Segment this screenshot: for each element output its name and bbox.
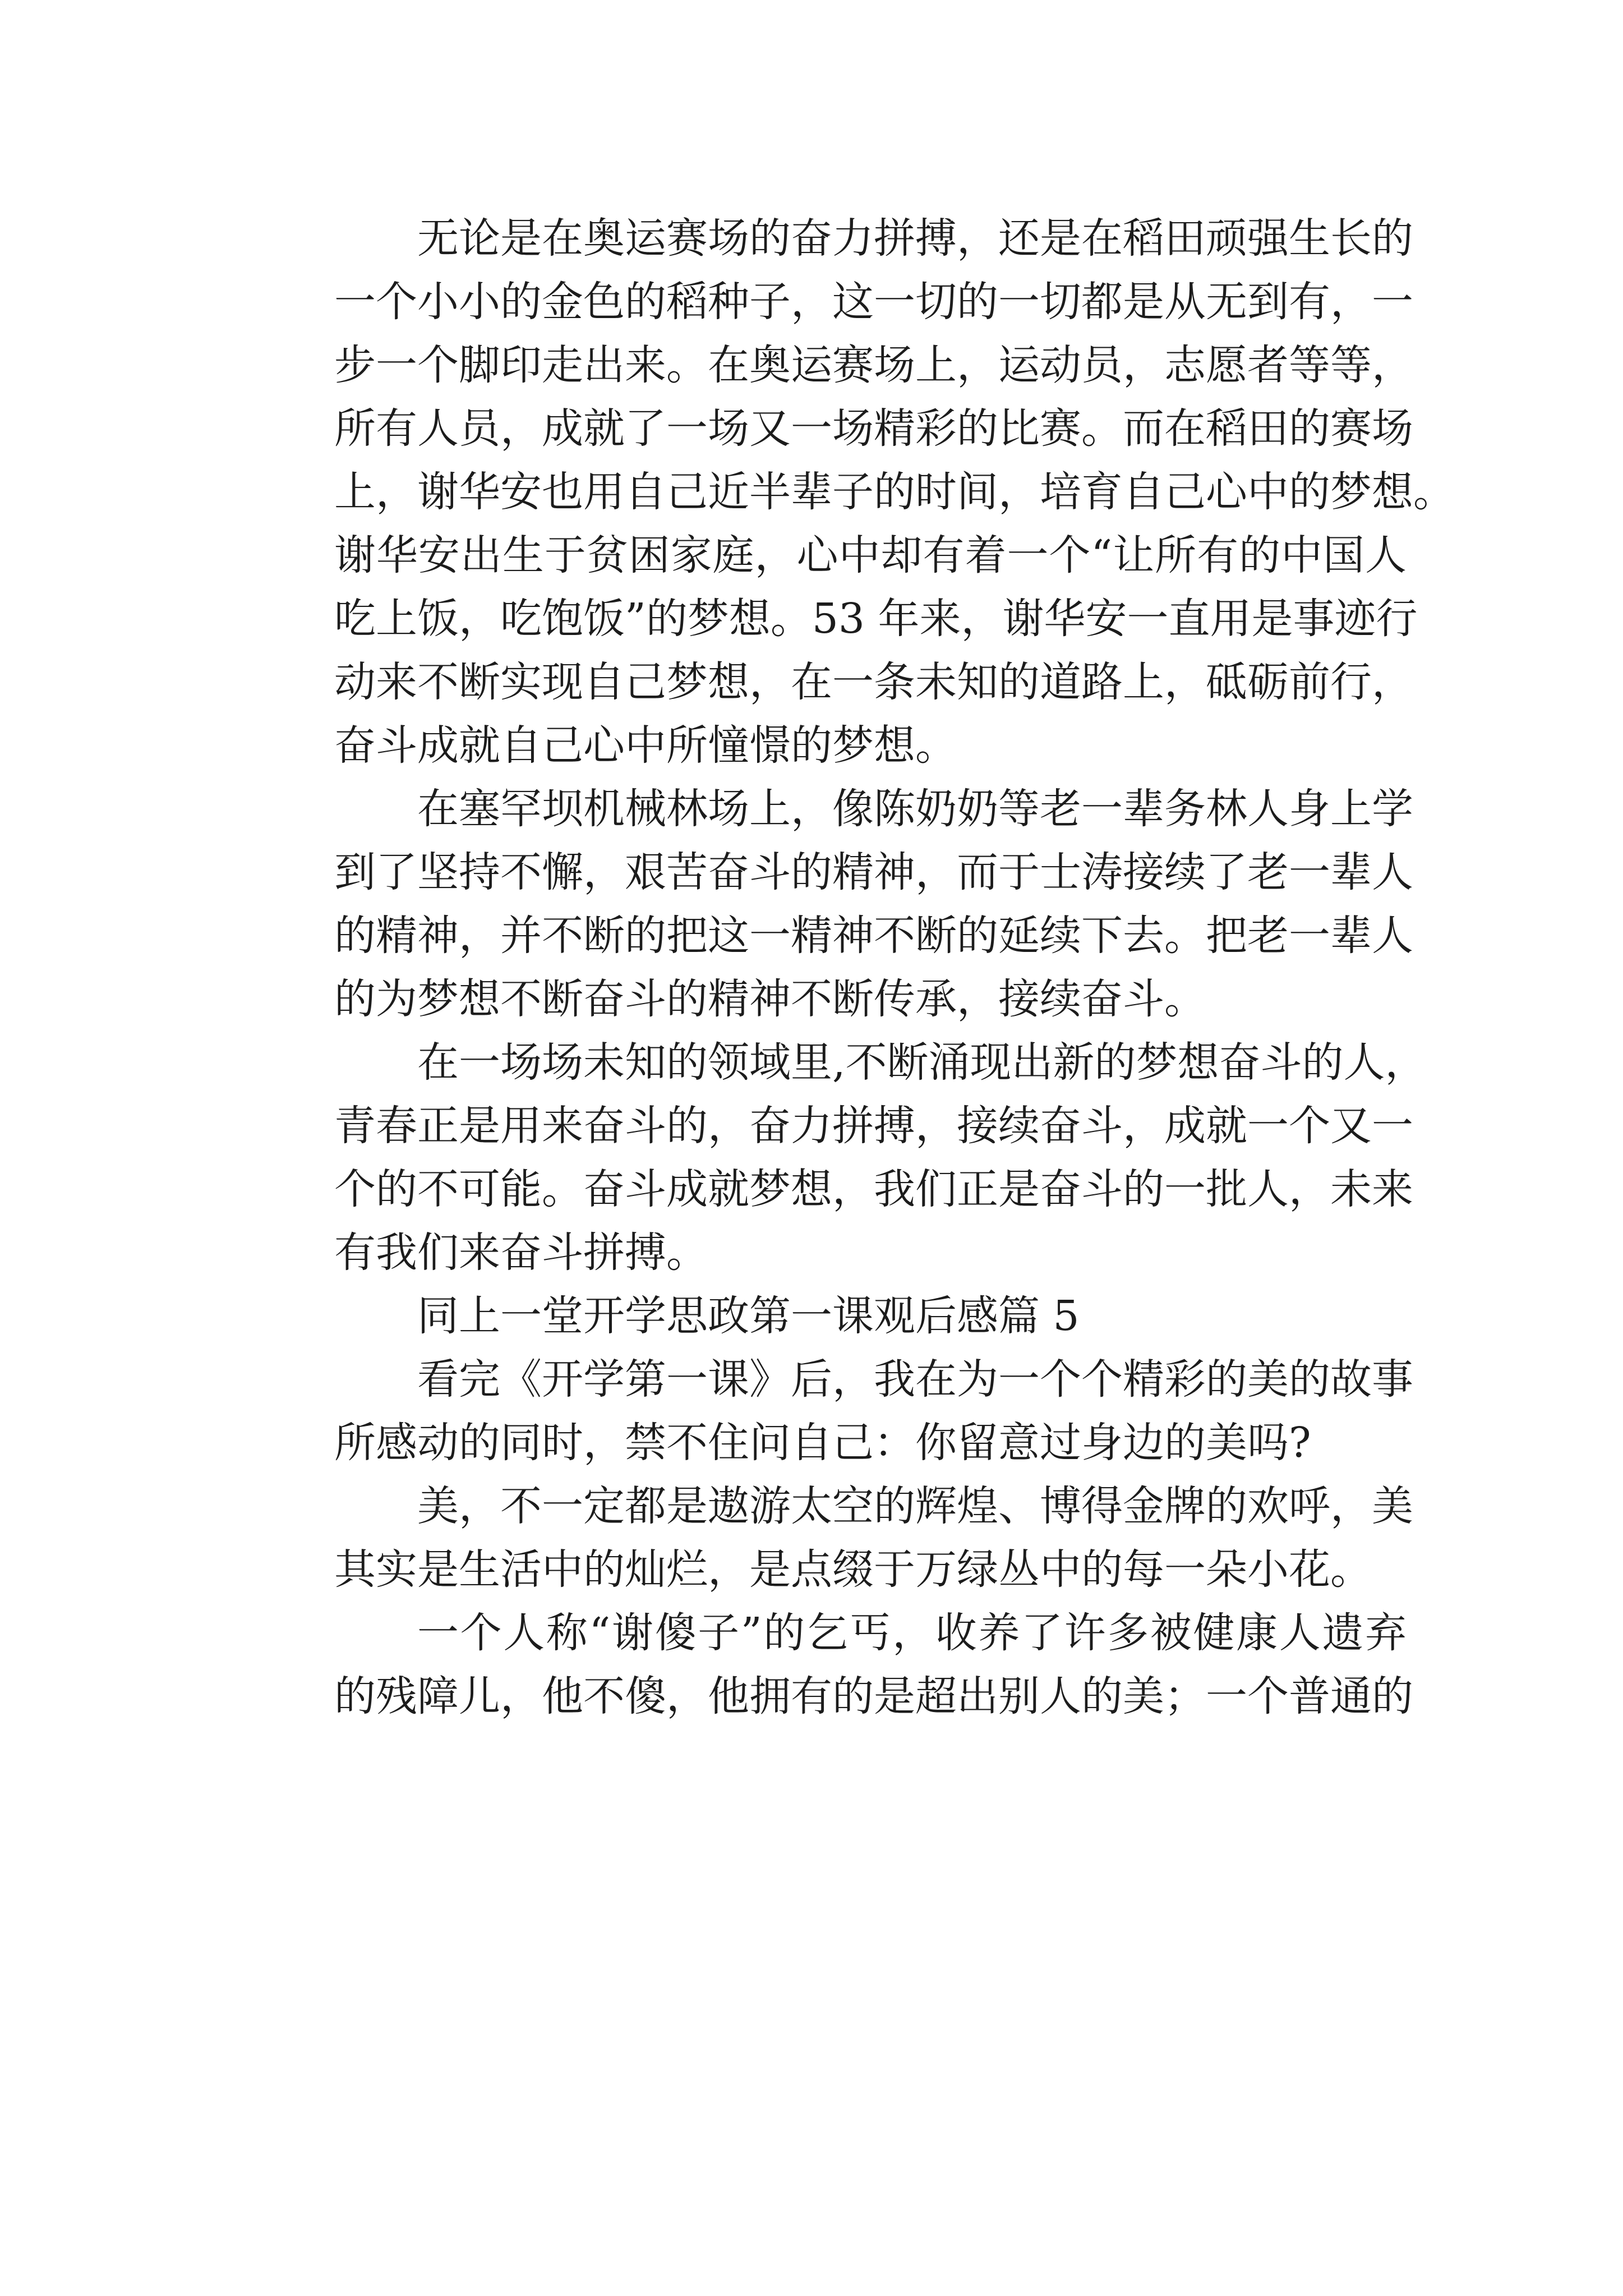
text-line: 看完《开学第一课》后，我在为一个个精彩的美的故事 xyxy=(417,1355,1413,1404)
document-body xyxy=(251,207,1455,1728)
text-line: 步一个脚印走出来。在奥运赛场上，运动员，志愿者等等， xyxy=(334,341,1413,389)
text-line: 在一场场未知的领域里,不断涌现出新的梦想奋斗的人， xyxy=(417,1038,1427,1087)
text-line: 所感动的同时，禁不住问自己：你留意过身边的美吗? xyxy=(334,1419,1311,1467)
text-line: 到了坚持不懈，艰苦奋斗的精神，而于士涛接续了老一辈人 xyxy=(334,848,1413,896)
paragraph-1 xyxy=(251,207,1455,777)
text-line: 的残障儿，他不傻，他拥有的是超出别人的美；一个普通的 xyxy=(334,1672,1413,1720)
text-line: 一个小小的金色的稻种子，这一切的一切都是从无到有，一 xyxy=(334,278,1413,326)
text-line: 上，谢华安也用自己近半辈子的时间，培育自己心中的梦想。 xyxy=(334,468,1455,516)
text-line: 的为梦想不断奋斗的精神不断传承，接续奋斗。 xyxy=(334,975,1206,1023)
text-line: 其实是生活中的灿烂，是点缀于万绿丛中的每一朵小花。 xyxy=(334,1545,1372,1594)
section-heading-text: 同上一堂开学思政第一课观后感篇 5 xyxy=(417,1292,1080,1340)
text-line: 在塞罕坝机械林场上，像陈奶奶等老一辈务林人身上学 xyxy=(417,785,1413,833)
text-line: 青春正是用来奋斗的，奋力拼搏，接续奋斗，成就一个又一 xyxy=(334,1102,1413,1150)
section-heading xyxy=(251,1285,1407,1348)
paragraph-6 xyxy=(251,1475,1413,1602)
text-line: 一个人称“谢傻子”的乞丐，收养了许多被健康人遗弃 xyxy=(417,1609,1407,1657)
text-line: 奋斗成就自己心中所憧憬的梦想。 xyxy=(334,721,957,770)
text-line: 吃上饭，吃饱饭”的梦想。53 年来，谢华安一直用是事迹行 xyxy=(334,595,1418,643)
paragraph-2 xyxy=(251,777,1413,1031)
text-line: 的精神，并不断的把这一精神不断的延续下去。把老一辈人 xyxy=(334,912,1413,960)
paragraph-7 xyxy=(251,1602,1413,1728)
paragraph-3 xyxy=(251,1031,1427,1285)
text-line: 所有人员，成就了一场又一场精彩的比赛。而在稻田的赛场 xyxy=(334,404,1413,453)
text-line: 动来不断实现自己梦想，在一条未知的道路上，砥砺前行， xyxy=(334,658,1413,706)
text-line: 有我们来奋斗拼搏。 xyxy=(334,1228,708,1277)
text-line: 谢华安出生于贫困家庭，心中却有着一个“让所有的中国人 xyxy=(334,531,1407,579)
text-line: 无论是在奥运赛场的奋力拼搏，还是在稻田顽强生长的 xyxy=(417,214,1413,263)
text-line: 美，不一定都是遨游太空的辉煌、博得金牌的欢呼，美 xyxy=(417,1482,1413,1530)
text-line: 个的不可能。奋斗成就梦想，我们正是奋斗的一批人，未来 xyxy=(334,1165,1413,1213)
paragraph-5 xyxy=(251,1348,1413,1475)
